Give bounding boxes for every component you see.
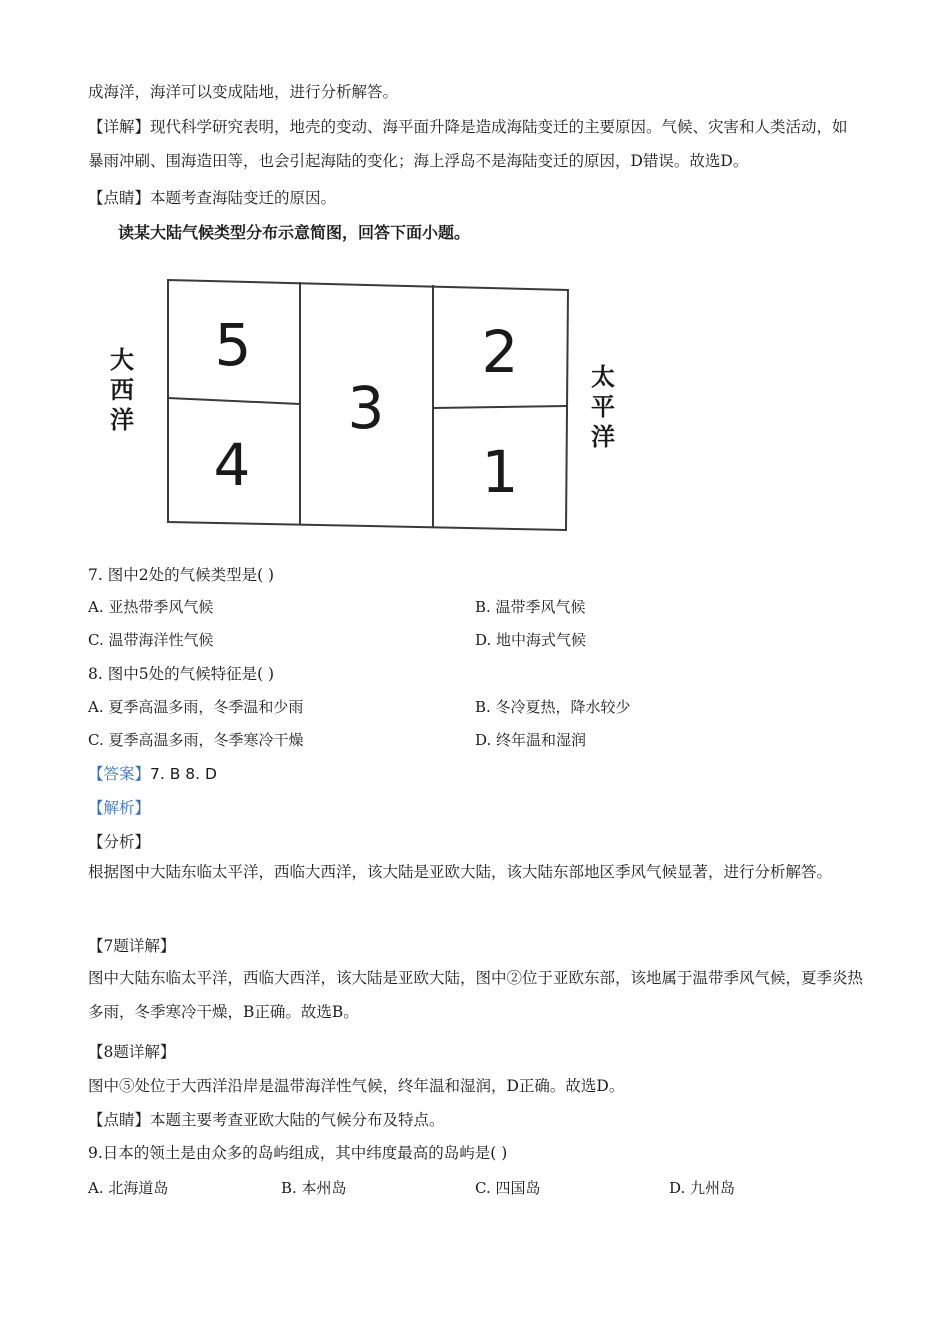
ocean-label-pacific: 洋 bbox=[591, 423, 615, 451]
q8-detail-tag: 【8题详解】 bbox=[88, 1043, 176, 1061]
detail-paragraph bbox=[88, 110, 863, 178]
cell-label: 5 bbox=[214, 311, 252, 379]
detail-tag: 【详解】 bbox=[88, 118, 151, 136]
q9-option-c: C. 四国岛 bbox=[475, 1179, 541, 1197]
climate-map-figure bbox=[100, 270, 660, 540]
q9-option-d: D. 九州岛 bbox=[669, 1179, 736, 1197]
fenxi-text: 根据图中大陆东临太平洋，西临大西洋，该大陆是亚欧大陆，该大陆东部地区季风气候显著，进行分析解答。 bbox=[88, 863, 833, 881]
ocean-label-pacific: 太 bbox=[591, 363, 615, 391]
answer-line bbox=[88, 762, 217, 784]
q9-option-b: B. 本州岛 bbox=[281, 1179, 347, 1197]
q7-option-d: D. 地中海式气候 bbox=[475, 631, 587, 649]
answer-text: 7. B 8. D bbox=[150, 765, 217, 783]
cell-label: 1 bbox=[481, 438, 519, 506]
point2-tag: 【点睛】 bbox=[88, 1111, 151, 1129]
q9-option-a: A. 北海道岛 bbox=[88, 1179, 169, 1197]
q8-stem: 8. 图中5处的气候特征是( ) bbox=[88, 665, 275, 683]
text-line: 成海洋，海洋可以变成陆地，进行分析解答。 bbox=[88, 83, 399, 101]
ocean-label-atlantic: 西 bbox=[110, 376, 134, 404]
q7-stem: 7. 图中2处的气候类型是( ) bbox=[88, 566, 275, 584]
q8-option-d: D. 终年温和湿润 bbox=[475, 731, 587, 749]
point-tag: 【点睛】 bbox=[88, 189, 151, 207]
point-paragraph bbox=[88, 186, 336, 208]
q8-option-c: C. 夏季高温多雨，冬季寒冷干燥 bbox=[88, 731, 304, 749]
q8-option-b: B. 冬冷夏热，降水较少 bbox=[475, 698, 631, 716]
detail-text: 现代科学研究表明，地壳的变动、海平面升降是造成海陆变迁的主要原因。气候、灾害和人类活动，如暴雨冲刷、围海造田等，也会引起海陆的变化；海上浮岛不是海陆变迁的原因，D错误。故选D。 bbox=[88, 118, 848, 170]
map-divider bbox=[168, 398, 300, 404]
q7-option-b: B. 温带季风气候 bbox=[475, 598, 586, 616]
map-divider bbox=[433, 406, 567, 408]
q7-option-c: C. 温带海洋性气候 bbox=[88, 631, 214, 649]
analysis-tag: 【解析】 bbox=[88, 799, 151, 817]
fenxi-tag: 【分析】 bbox=[88, 833, 151, 851]
q7-detail-text: 图中大陆东临太平洋，西临大西洋，该大陆是亚欧大陆，图中②位于亚欧东部，该地属于温带季风气候，夏季炎热多雨，冬季寒冷干燥，B正确。故选B。 bbox=[88, 969, 864, 1021]
question-intro: 读某大陆气候类型分布示意简图，回答下面小题。 bbox=[118, 223, 471, 242]
q8-detail-text: 图中⑤处位于大西洋沿岸是温带海洋性气候，终年温和湿润，D正确。故选D。 bbox=[88, 1077, 625, 1095]
q7-detail-tag: 【7题详解】 bbox=[88, 937, 176, 955]
ocean-label-pacific: 平 bbox=[591, 393, 615, 421]
q9-stem: 9.日本的领土是由众多的岛屿组成，其中纬度最高的岛屿是( ) bbox=[88, 1144, 508, 1162]
point2-text: 本题主要考查亚欧大陆的气候分布及特点。 bbox=[150, 1111, 445, 1129]
ocean-label-atlantic: 大 bbox=[110, 346, 134, 374]
q7-option-a: A. 亚热带季风气候 bbox=[88, 598, 214, 616]
cell-label: 2 bbox=[481, 318, 519, 386]
cell-label: 4 bbox=[213, 431, 251, 499]
point2-paragraph bbox=[88, 1108, 445, 1130]
answer-tag: 【答案】 bbox=[88, 765, 151, 783]
q8-option-a: A. 夏季高温多雨，冬季温和少雨 bbox=[88, 698, 304, 716]
point-text: 本题考查海陆变迁的原因。 bbox=[150, 189, 337, 207]
cell-label: 3 bbox=[347, 374, 385, 442]
ocean-label-atlantic: 洋 bbox=[110, 406, 134, 434]
